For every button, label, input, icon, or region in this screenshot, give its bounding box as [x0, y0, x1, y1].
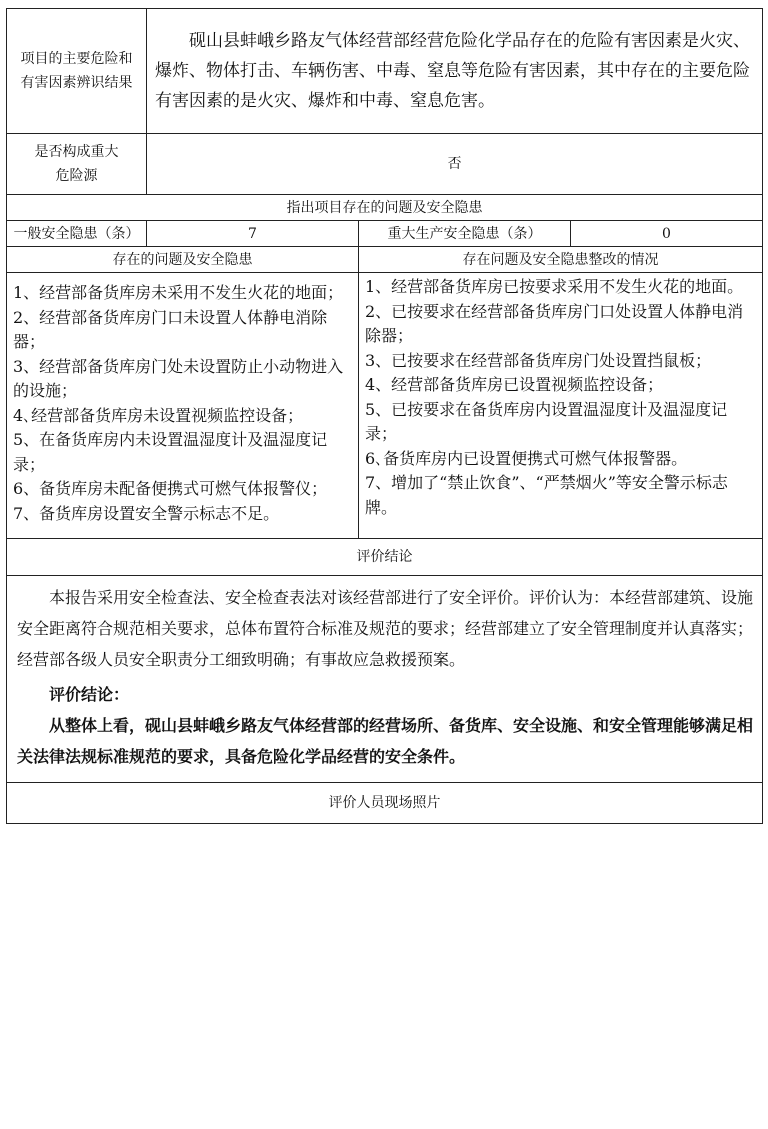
issues-section-title: 指出项目存在的问题及安全隐患 [7, 195, 763, 221]
rectification-item: 1、经营部备货库房已按要求采用不发生火花的地面。 [365, 277, 744, 296]
evaluation-title: 评价结论 [7, 539, 763, 576]
hazard-identification-row [7, 9, 763, 134]
evaluation-report-table [6, 8, 762, 824]
hazard-identification-text: 砚山县蚌峨乡路友气体经营部经营危险化学品存在的危险有害因素是火灾、爆炸、物体打击、车辆伤害、中毒、窒息等危险有害因素，其中存在的主要危险有害因素的是火灾、爆炸和中毒、窒息危害。 [147, 9, 763, 134]
hazard-identification-label: 项目的主要危险和有害因素辨识结果 [7, 9, 147, 134]
problem-item: 7、备货库房设置安全警示标志不足。 [13, 503, 280, 523]
problem-item: 6、备货库房未配备便携式可燃气体报警仪； [13, 479, 328, 498]
major-hazard-count-label: 重大生产安全隐患（条） [359, 221, 571, 247]
problem-item: 4､经营部备货库房未设置视频监控设备； [13, 405, 304, 425]
problems-list [7, 273, 359, 539]
hazard-count-row [7, 221, 763, 247]
photos-title: 评价人员现场照片 [7, 783, 763, 824]
problem-item: 1、经营部备货库房未采用不发生火花的地面； [13, 283, 344, 302]
rectification-item: 5、已按要求在备货库房内设置温湿度计及温湿度记录； [365, 399, 728, 443]
major-hazard-label: 是否构成重大危险源 [7, 134, 147, 195]
rectification-header: 存在问题及安全隐患整改的情况 [359, 247, 763, 273]
photos-row [7, 783, 763, 824]
problem-item: 5、在备货库房内未设置温湿度计及温湿度记录； [13, 430, 328, 474]
conclusion-text: 从整体上看，砚山县蚌峨乡路友气体经营部的经营场所、备货库、安全设施、和安全管理能够满足相关法律法规标准规范的要求，具备危险化学品经营的安全条件。 [17, 716, 754, 766]
major-hazard-value: 否 [147, 134, 763, 195]
problem-item: 2、经营部备货库房门口未设置人体静电消除器； [13, 307, 328, 351]
rectification-item: 3、已按要求在经营部备货库房门处设置挡鼠板； [365, 350, 712, 370]
general-hazard-count: 7 [147, 221, 359, 247]
rectification-item: 6､备货库房内已设置便携式可燃气体报警器。 [365, 448, 688, 468]
major-hazard-count: 0 [571, 221, 763, 247]
rectification-item: 7、增加了“禁止饮食”、“严禁烟火”等安全警示标志牌。 [365, 473, 728, 517]
evaluation-paragraph: 本报告采用安全检查法、安全检查表法对该经营部进行了安全评价。评价认为：本经营部建筑、设施安全距离符合规范相关要求，总体布置符合标准及规范的要求；经营部建立了安全管理制度并认真落实；经营部各级人员安全职责分工细致明确；有事故应急救援预案。 [17, 588, 754, 669]
rectification-item: 2、已按要求在经营部备货库房门口处设置人体静电消除器； [365, 301, 744, 345]
issues-title-row [7, 195, 763, 221]
conclusion-label: 评价结论： [49, 685, 130, 704]
evaluation-body-row [7, 576, 763, 783]
issues-header-row [7, 247, 763, 273]
general-hazard-label: 一般安全隐患（条） [7, 221, 147, 247]
problems-header: 存在的问题及安全隐患 [7, 247, 359, 273]
issues-list-row [7, 273, 763, 539]
evaluation-title-row [7, 539, 763, 576]
evaluation-body [7, 576, 763, 783]
rectification-list [359, 273, 763, 539]
problem-item: 3、经营部备货库房门处未设置防止小动物进入的设施； [13, 356, 344, 400]
rectification-item: 4、经营部备货库房已设置视频监控设备； [365, 375, 664, 394]
major-hazard-row [7, 134, 763, 195]
